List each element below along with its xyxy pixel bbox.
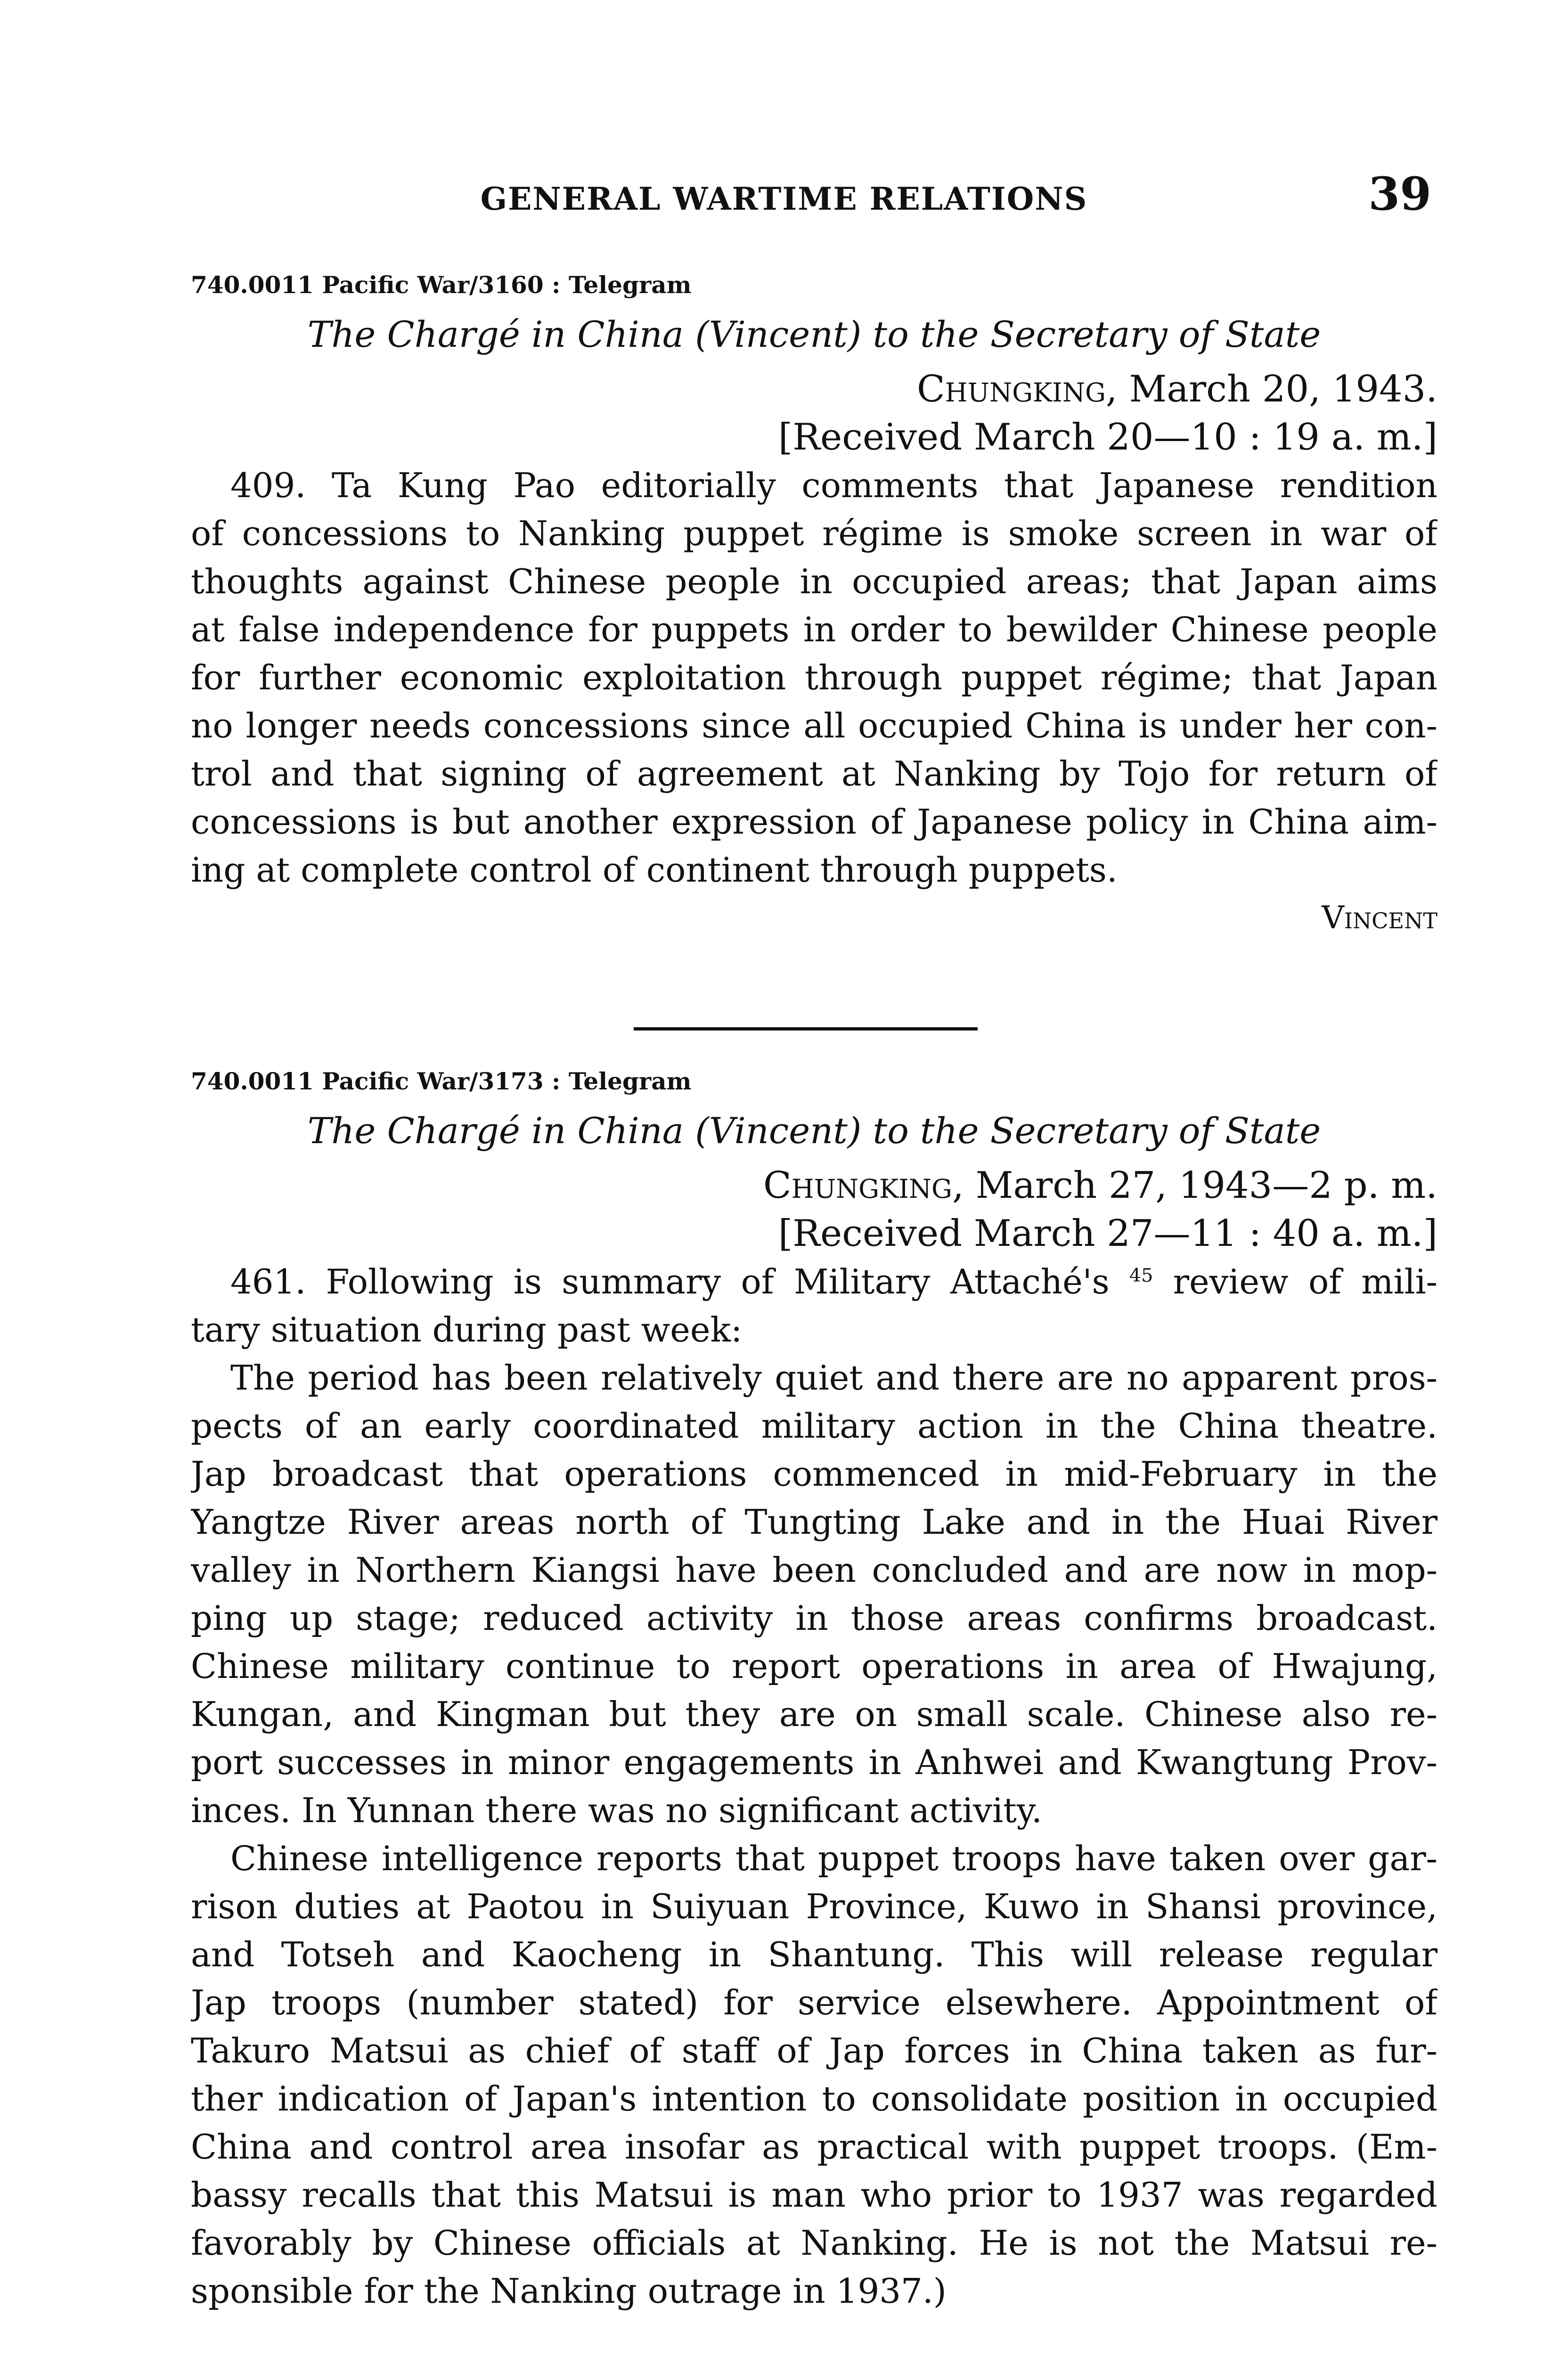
text-line: rison duties at Paotou in Suiyuan Province, Kuwo in Shansi province, [191,1887,1437,1926]
section-divider [634,1027,978,1031]
text-line: ping up stage; reduced activity in those areas confirms broadcast. [191,1598,1437,1638]
document-caption: The Chargé in China (Vincent) to the Secretary of State [307,1110,1321,1152]
text-line: ther indication of Japan's intention to consolidate position in occupied [191,2079,1437,2119]
received-line: [Received March 27—11 : 40 a. m.] [778,1212,1437,1255]
text-line: ing at complete control of continent through puppets. [191,850,1118,890]
text-line: for further economic exploitation through puppet régime; that Japan [191,658,1437,697]
text-line: valley in Northern Kiangsi have been concluded and are now in mop- [191,1550,1437,1590]
text-span: 461. Following is summary of Military Attaché's [230,1262,1110,1301]
date: March 27, 1943—2 p. m. [975,1164,1437,1207]
signature: Vincent [1322,900,1437,936]
text-line: of concessions to Nanking puppet régime is smoke screen in war of [191,514,1437,553]
text-line: port successes in minor engagements in Anhwei and Kwangtung Prov- [191,1742,1437,1782]
text-line: The period has been relatively quiet and there are no apparent pros- [230,1358,1437,1398]
text-line: Takuro Matsui as chief of staff of Jap forces in China taken as fur- [191,2031,1437,2070]
telegram-body [191,461,1437,894]
file-reference: 740.0011 Pacific War/3173 : Telegram [191,1067,692,1095]
text-line: pects of an early coordinated military action in the China theatre. [191,1406,1437,1446]
place-date-line [191,1162,1437,1210]
text-line: concessions is but another expression of Japanese policy in China aim- [191,802,1437,842]
page-number: 39 [1368,167,1431,221]
text-line: trol and that signing of agreement at Nanking by Tojo for return of [191,754,1437,794]
text-line: sponsible for the Nanking outrage in 1937.) [191,2271,947,2311]
text-line: tary situation during past week: [191,1310,743,1350]
text-line: bassy recalls that this Matsui is man who prior to 1937 was regarded [191,2175,1437,2215]
text-line: Yangtze River areas north of Tungting Lake and in the Huai River [191,1502,1437,1542]
text-line: Jap broadcast that operations commenced in mid-February in the [191,1454,1437,1494]
place-date-line [191,365,1437,413]
text-line: inces. In Yunnan there was no significant activity. [191,1791,1042,1830]
running-title: GENERAL WARTIME RELATIONS [480,180,1088,217]
text-line [191,1258,1437,1306]
paragraph-intro [191,1258,1437,1354]
text-line: no longer needs concessions since all occupied China is under her con- [191,706,1437,745]
running-head [0,167,1568,219]
text-span: review of mili- [1173,1262,1437,1301]
text-line: Chinese intelligence reports that puppet troops have taken over gar- [230,1839,1437,1878]
paragraph-situation [191,1354,1437,1834]
text-line: favorably by Chinese officials at Nanking. He is not the Matsui re- [191,2223,1437,2263]
text-line: and Totseh and Kaocheng in Shantung. This will release regular [191,1935,1437,1974]
text-line: Chinese military continue to report operations in area of Hwajung, [191,1646,1437,1686]
document-caption: The Chargé in China (Vincent) to the Secretary of State [307,313,1321,355]
file-reference: 740.0011 Pacific War/3160 : Telegram [191,271,692,299]
text-line: Jap troops (number stated) for service elsewhere. Appointment of [191,1983,1437,2022]
date: March 20, 1943. [1129,368,1437,410]
text-line: China and control area insofar as practical with puppet troops. (Em- [191,2127,1437,2167]
place: Chungking, [916,368,1118,410]
received-line: [Received March 20—10 : 19 a. m.] [778,416,1437,458]
footnote-ref: 45 [1129,1265,1153,1286]
text-line: thoughts against Chinese people in occupied areas; that Japan aims [191,562,1437,601]
telegram-461 [191,1063,1437,2315]
text-line: at false independence for puppets in order to bewilder Chinese people [191,610,1437,649]
text-line: Kungan, and Kingman but they are on small scale. Chinese also re- [191,1694,1437,1734]
telegram-409 [191,266,1437,942]
place: Chungking, [763,1164,964,1207]
paragraph-intelligence [191,1834,1437,2315]
text-line: 409. Ta Kung Pao editorially comments that Japanese rendition [230,466,1437,505]
